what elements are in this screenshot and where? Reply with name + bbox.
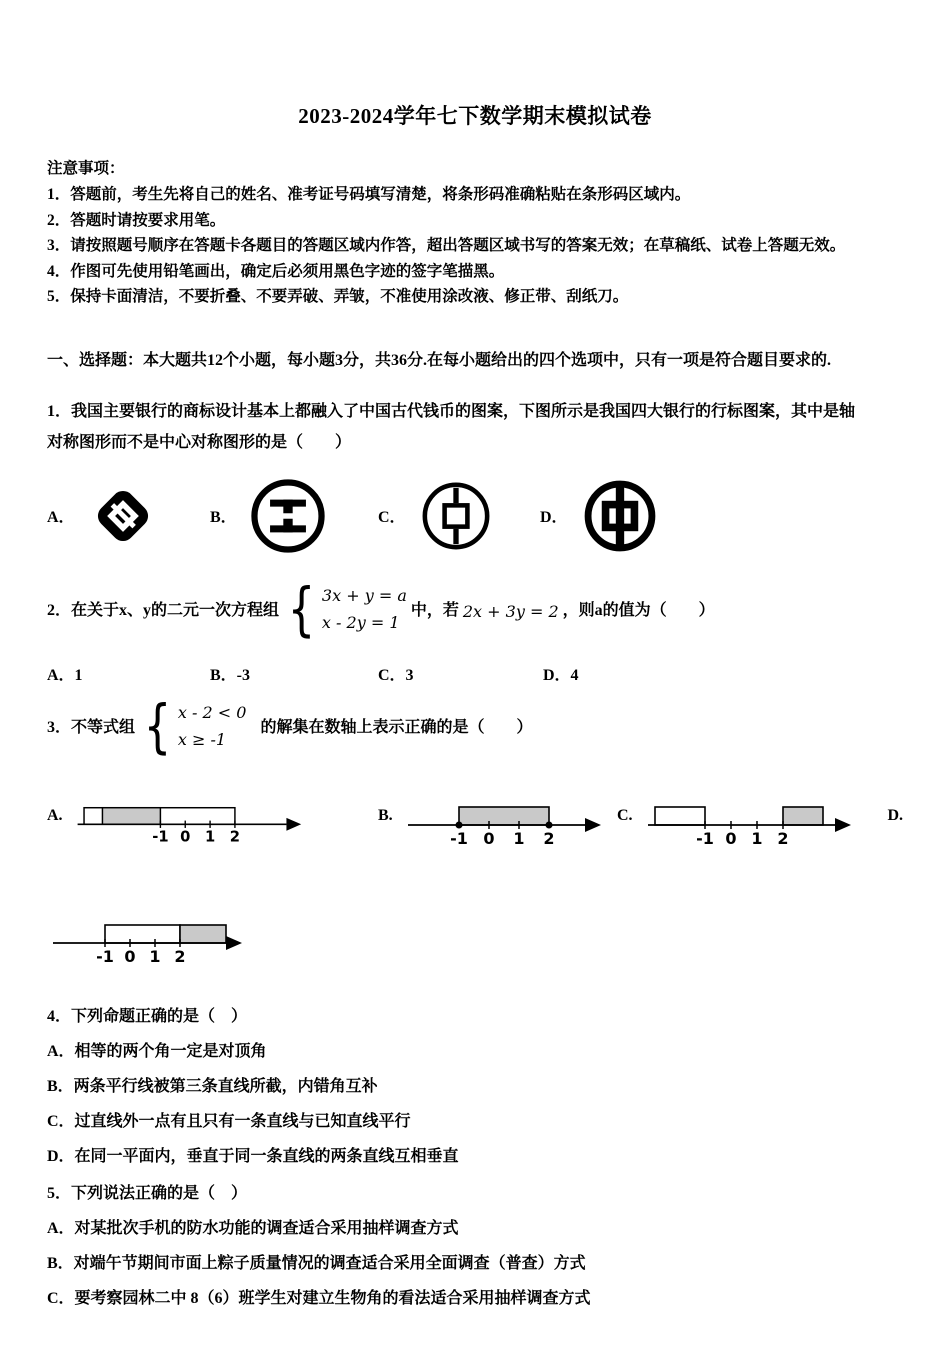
number-line-option-b [403,785,603,847]
notice-item: 1．答题前，考生先将自己的姓名、准考证号码填写清楚，将条形码准确粘贴在条形码区域内。 [47,186,691,203]
section-1-heading: 一、选择题：本大题共12个小题，每小题3分，共36分.在每小题给出的四个选项中，只有一项是符合题目要求的. [47,351,832,369]
question-3-stem [47,691,903,760]
question-4-option-d: D．在同一平面内，垂直于同一条直线的两条直线互相垂直 [47,1147,459,1165]
question-5-option-a: A．对某批次手机的防水功能的调查适合采用抽样调查方式 [47,1219,459,1237]
option-letter: D. [887,806,903,824]
equation-top: 3x + y = a [321,585,407,605]
question-5-stem: 5．下列说法正确的是（ ） [47,1184,248,1202]
question-2-options [47,662,903,685]
question-4-option-c: C．过直线外一点有且只有一条直线与已知直线平行 [47,1112,411,1130]
equation-condition: 2x + 3y = 2 [462,602,559,621]
coin-bank-logo [418,478,494,554]
notice-item: 2．答题时请按要求用笔。 [47,211,226,229]
system-brace: { [143,691,172,760]
notice-item: 5．保持卡面清洁，不要折叠、不要弄破、弄皱，不准使用涂改液、修正带、刮纸刀。 [47,288,629,305]
tick-label: -1 [449,828,468,847]
question-4-stem: 4．下列命题正确的是（ ） [47,1007,248,1025]
tick-label: 1 [513,828,525,847]
icbc-bank-logo [249,477,327,555]
question-2-stem [47,574,903,643]
tick-label: 0 [124,946,136,965]
tick-label: 2 [229,828,240,846]
equation-bottom: x - 2y = 1 [321,612,400,632]
question-1-option-d [540,478,903,554]
question-2-option-c: C．3 [378,666,414,684]
question-2-text: 中，若 [410,602,459,619]
question-3-text: 的解集在数轴上表示正确的是（ ） [260,719,533,736]
tick-label: 1 [149,946,161,965]
option-letter: B. [378,806,393,824]
inequality-system [139,691,247,760]
number-line-option-a [73,785,303,847]
option-letter: A． [47,509,75,526]
option-letter: C. [617,806,633,824]
question-3-option-a [47,785,378,847]
notice-section [47,156,903,310]
number-line-option-d [50,903,245,965]
tick-label: 2 [174,946,186,965]
question-5 [47,1176,903,1316]
question-3-option-c [617,785,879,847]
notice-item: 3．请按照题号顺序在答题卡各题目的答题区域内作答，超出答题区域书写的答案无效；在草稿纸、试卷上答题无效。 [47,237,846,254]
question-3-text: 3．不等式组 [47,719,136,736]
system-brace: { [287,574,316,643]
tick-label: 2 [776,828,789,847]
question-1-stem: 对称图形而不是中心对称图形的是（ ） [47,433,352,451]
question-1-option-c [378,478,540,554]
question-4 [47,999,903,1174]
option-letter: C． [378,509,406,526]
question-2-text: ，则a的值为（ ） [562,602,715,619]
question-3-option-b [378,785,617,847]
tick-label: 0 [724,828,737,847]
question-2-option-a: A．1 [47,666,83,684]
page-title: 2023-2024学年七下数学期末模拟试卷 [298,104,652,128]
tick-label: 1 [750,828,763,847]
option-letter: D． [540,509,568,526]
question-5-option-c: C．要考察园林二中 8（6）班学生对建立生物角的看法适合采用抽样调查方式 [47,1289,591,1307]
tick-label: 0 [483,828,495,847]
question-1-options [47,468,903,564]
tick-label: 2 [543,828,555,847]
question-3-option-d [50,903,903,965]
notice-item: 4．作图可先使用铅笔画出，确定后必须用黑色字迹的签字笔描黑。 [47,262,505,280]
number-line-option-c [643,785,853,847]
question-2-option-b: B．-3 [210,666,251,684]
question-4-option-b: B．两条平行线被第三条直线所截，内错角互补 [47,1077,378,1095]
inequality-bottom: x ≥ -1 [177,729,227,749]
tick-label: -1 [151,828,169,846]
question-1-option-b [210,477,378,555]
tick-label: 0 [179,828,190,846]
option-letter: A. [47,806,63,824]
notice-heading: 注意事项： [47,160,125,177]
question-1-option-a [47,481,210,551]
question-5-option-b: B．对端午节期间市面上粽子质量情况的调查适合采用全面调查（普查）方式 [47,1254,586,1272]
merchants-bank-logo [87,481,159,551]
equation-system [283,574,407,643]
question-2-option-d: D．4 [543,666,579,684]
bank-of-china-logo [580,478,660,554]
question-3-options-row [47,785,903,847]
question-4-option-a: A．相等的两个角一定是对顶角 [47,1042,267,1060]
question-1-stem: 1．我国主要银行的商标设计基本上都融入了中国古代钱币的图案，下图所示是我国四大银行的行标图案，其中是轴 [47,402,856,420]
inequality-top: x - 2 < 0 [177,702,247,722]
question-2-text: 2．在关于x、y的二元一次方程组 [47,602,280,619]
option-letter: B． [210,509,237,526]
tick-label: -1 [695,828,714,847]
tick-label: 1 [204,828,215,846]
tick-label: -1 [96,946,114,965]
